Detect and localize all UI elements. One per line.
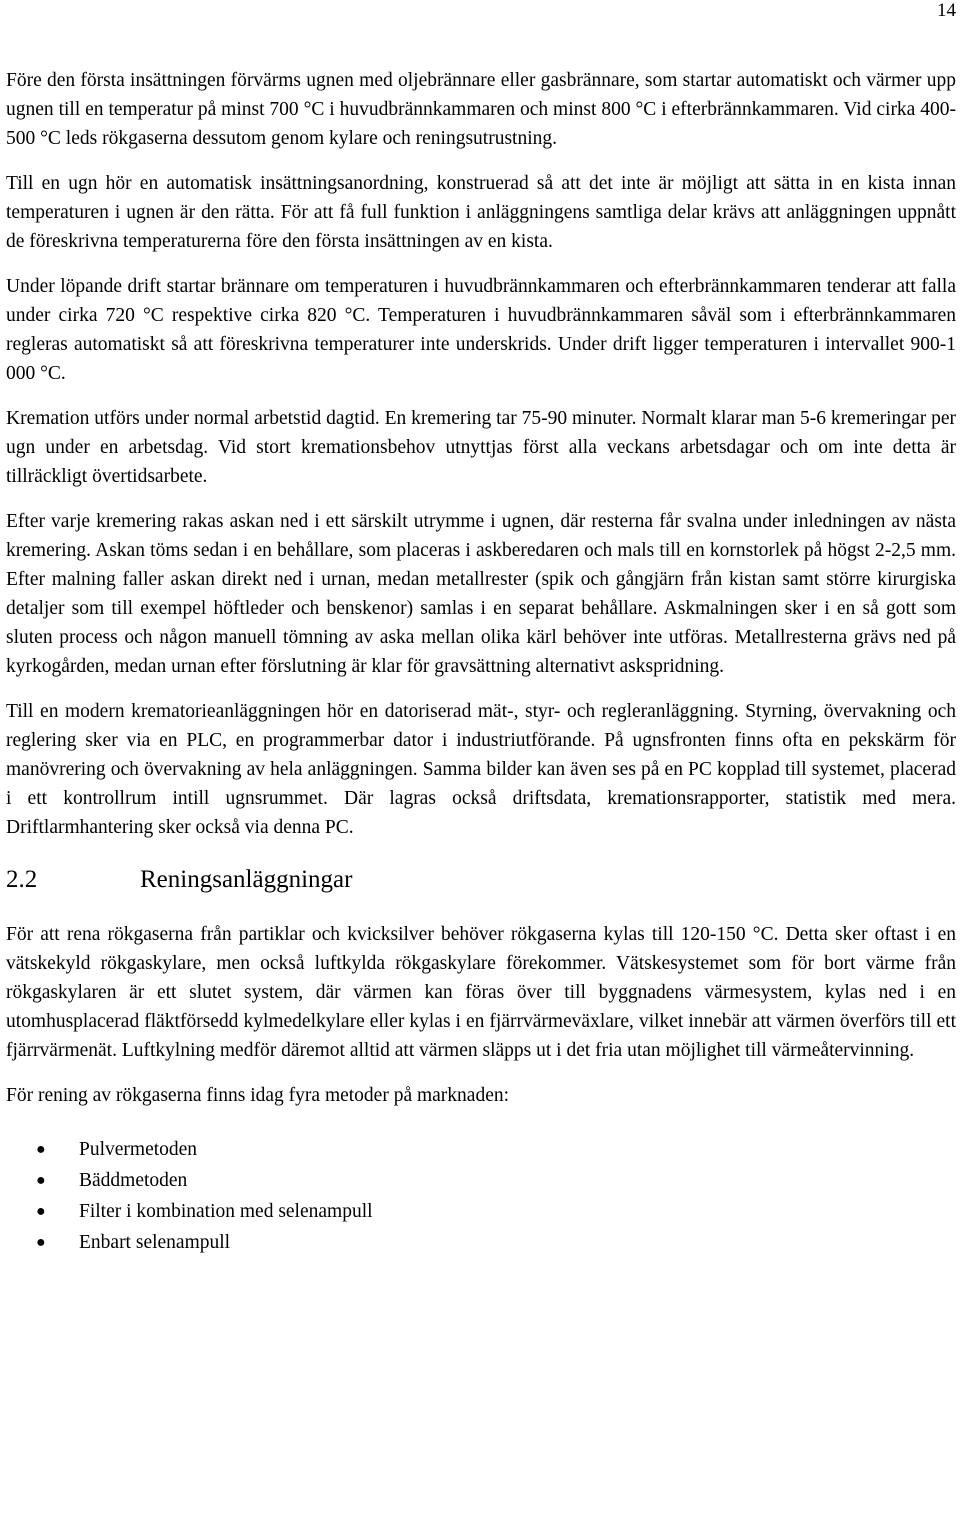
paragraph-control-system: Till en modern krematorieanläggningen hör en datoriserad mät-, styr- och regleranläggning. Styrning, övervakning och reglering sker via en PLC, en programmerbar dator i industriutförande. På ugnsfronten finns ofta en pekskärm för manövrering och övervakning av hela anläggningen. Samma bilder kan även ses på en PC kopplad till systemet, placerad i ett kontrollrum intill ugnsrummet. Där lagras också driftsdata, kremationsrapporter, statistik med mera. Driftlarmhantering sker också via denna PC. [6,701,956,838]
bullet-icon: ● [36,1141,46,1158]
section-heading [6,864,956,896]
paragraph-ash-handling: Efter varje kremering rakas askan ned i ett särskilt utrymme i ugnen, där resterna får svalna under inledningen av nästa kremering. Askan töms sedan i en behållare, som placeras i askberedaren och mals till en kornstorlek på högst 2-2,5 mm. Efter malning faller askan direkt ned i urnan, medan metallrester (spik och gångjärn från kistan samt större kirurgiska detaljer som till exempel höftleder och benskenor) samlas i en separat behållare. Askmalningen sker i en så gott som sluten process och någon manuell tömning av aska mellan olika kärl behöver inte utföras. Metallresterna grävs ned på kyrkogården, medan urnan efter förslutning är klar för gravsättning alternativt askspridning. [6,511,956,677]
paragraph-methods-intro: För rening av rökgaserna finns idag fyra metoder på marknaden: [6,1085,510,1106]
list-item [6,1165,956,1196]
section-title: Reningsanläggningar [140,866,353,893]
list-item [6,1134,956,1165]
page-number: 14 [937,0,956,21]
bullet-icon: ● [36,1203,46,1220]
paragraph-cremation-schedule: Kremation utförs under normal arbetstid dagtid. En kremering tar 75-90 minuter. Normalt klarar man 5-6 kremeringar per ugn under en arbetsdag. Vid stort kremationsbehov utnyttjas först alla veckans arbetsdagar och om inte detta är tillräckligt övertidsarbete. [6,408,956,487]
methods-list [6,1134,956,1258]
list-item [6,1227,956,1258]
list-item-text: Bäddmetoden [79,1170,188,1191]
list-item-text: Enbart selenampull [79,1232,231,1253]
paragraph-running-operation: Under löpande drift startar brännare om temperaturen i huvudbrännkammaren och efterbrännkammaren tenderar att falla under cirka 720 °C respektive cirka 820 °C. Temperaturen i huvudbrännkammaren såväl som i efterbrännkammaren regleras automatiskt så att föreskrivna temperaturer inte underskrids. Under drift ligger temperaturen i intervallet 900-1 000 °C. [6,276,956,384]
paragraph-insertion-device: Till en ugn hör en automatisk insättningsanordning, konstruerad så att det inte är möjligt att sätta in en kista innan temperaturen i ugnen är den rätta. För att få full funktion i anläggningens samtliga delar krävs att anläggningen uppnått de föreskrivna temperaturerna före den första insättningen av en kista. [6,173,956,252]
bullet-icon: ● [36,1172,46,1189]
page-content [6,66,956,1258]
bullet-icon: ● [36,1234,46,1251]
list-item [6,1196,956,1227]
section-number: 2.2 [6,866,38,893]
list-item-text: Pulvermetoden [79,1139,198,1160]
paragraph-flue-gas-cooling: För att rena rökgaserna från partiklar och kvicksilver behöver rökgaserna kylas till 120-150 °C. Detta sker oftast i en vätskekyld rökgaskylare, men också luftkylda rökgaskylare förekommer. Vätskesystemet som för bort värme från rökgaskylaren är ett slutet system, där värmen kan föras över till byggnadens värmesystem, kylas ned i en utomhusplacerad fläktförsedd kylmedelkylare eller kylas i en fjärrvärmeväxlare, vilket innebär att värmen överförs till ett fjärrvärmenät. Luftkylning medför däremot alltid att värmen släpps ut i det fria utan möjlighet till värmeåtervinning. [6,924,956,1061]
paragraph-preheating: Före den första insättningen förvärms ugnen med oljebrännare eller gasbrännare, som startar automatiskt och värmer upp ugnen till en temperatur på minst 700 °C i huvudbrännkammaren och minst 800 °C i efterbrännkammaren. Vid cirka 400-500 °C leds rökgaserna dessutom genom kylare och reningsutrustning. [6,70,956,149]
list-item-text: Filter i kombination med selenampull [79,1201,373,1222]
